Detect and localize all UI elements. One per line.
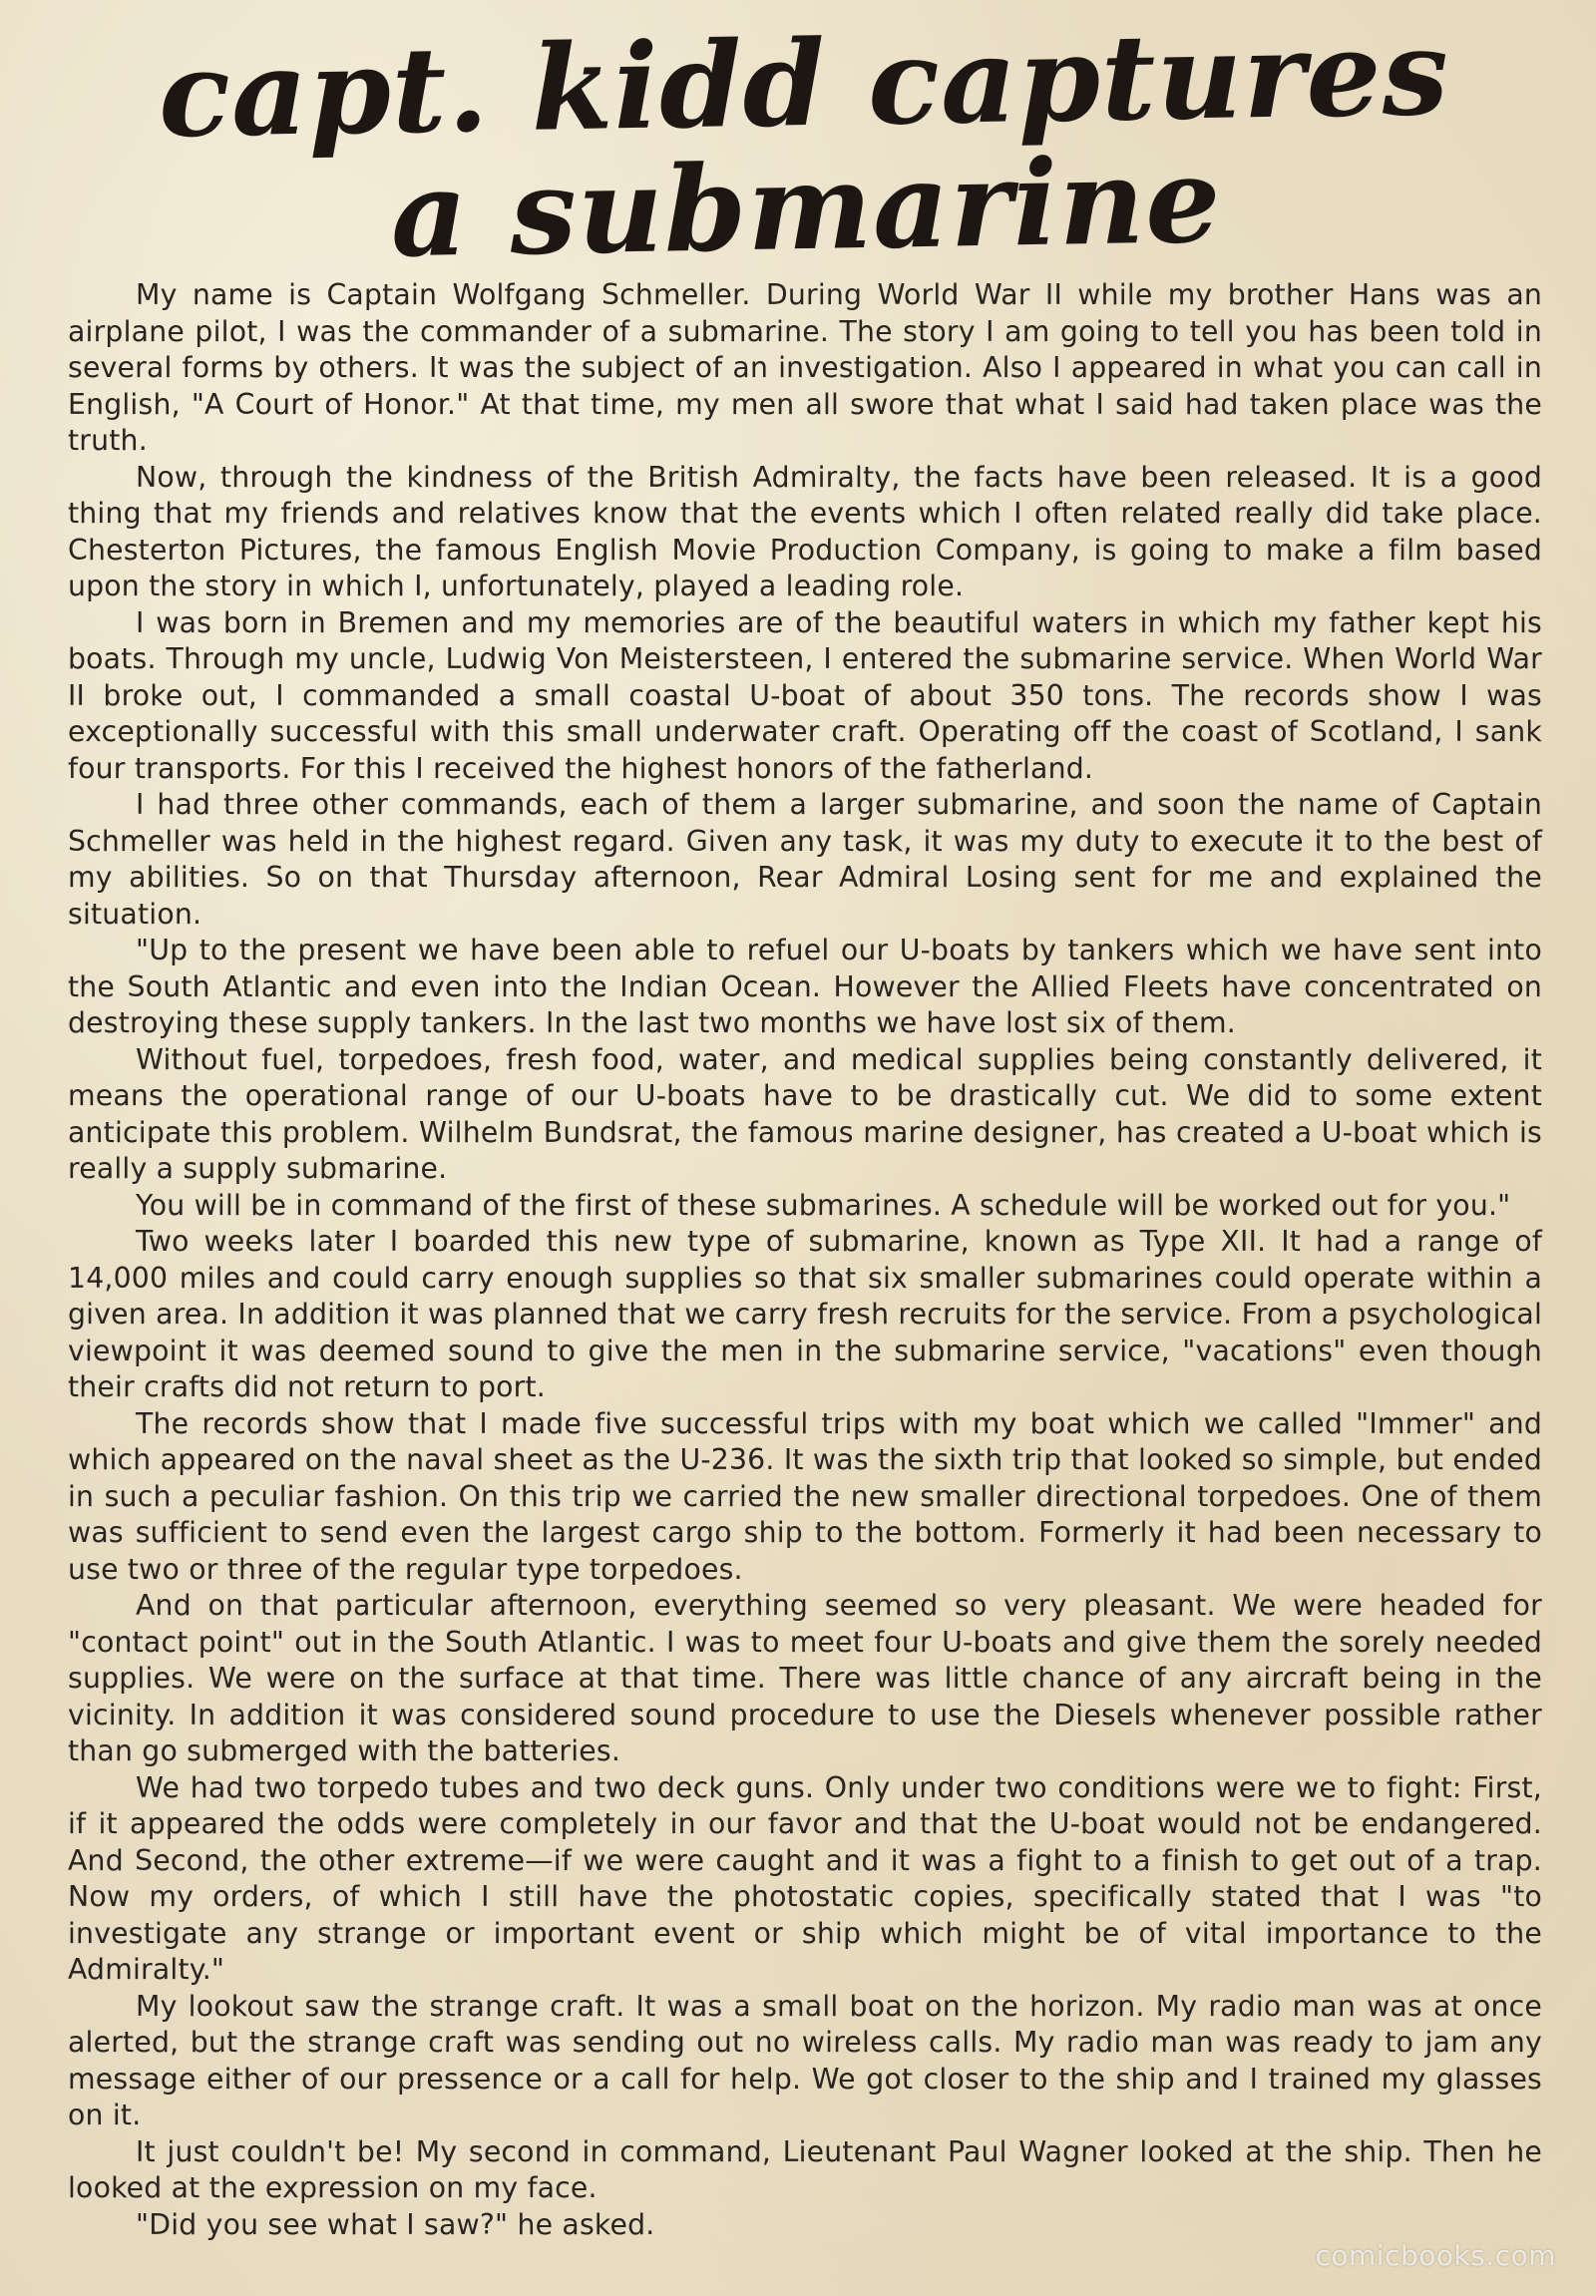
paragraph: It just couldn't be! My second in command, Lieutenant Paul Wagner looked at the ship. Then he looked at the expression on my face. bbox=[68, 2134, 1542, 2204]
paragraph: My lookout saw the strange craft. It was a small boat on the horizon. My radio man was at once alerted, but the strange craft was sending out no wireless calls. My radio man was ready to jam any message either of our pressence or a call for help. We got closer to the ship and I trained my glasses on it. bbox=[68, 1989, 1542, 2131]
story-title bbox=[66, 2, 1544, 284]
story-page bbox=[68, 2, 1543, 2264]
title-line-2: a submarine bbox=[389, 130, 1223, 284]
paragraph: The records show that I made five successful trips with my boat which we called "Immer" and which appeared on the naval sheet as the U-236. It was the sixth trip that looked so simple, but ended in such a peculiar fashion. On this trip we carried the new smaller directional torpedoes. One of them was sufficient to send even the largest cargo ship to the bottom. Formerly it had been necessary to use two or three of the regular type torpedoes. bbox=[68, 1406, 1542, 1586]
paragraph: I was born in Bremen and my memories are of the beautiful waters in which my father kept his boats. Through my uncle, Ludwig Von Meistersteen, I entered the submarine service. When World War II broke out, I commanded a small coastal U-boat of about 350 tons. The records show I was exceptionally successful with this small underwater craft. Operating off the coast of Scotland, I sank four transports. For this I received the highest honors of the fatherland. bbox=[68, 605, 1542, 785]
paragraph: My name is Captain Wolfgang Schmeller. During World War II while my brother Hans was an airplane pilot, I was the commander of a submarine. The story I am going to tell you has been told in several forms by others. It was the subject of an investigation. Also I appeared in what you can call in English, "A Court of Honor." At that time, my men all swore that what I said had taken place was the truth. bbox=[68, 278, 1542, 457]
paragraph: You will be in command of the first of these submarines. A schedule will be worked out for you." bbox=[136, 1188, 1511, 1222]
paragraph: We had two torpedo tubes and two deck guns. Only under two conditions were we to fight: First, if it appeared the odds were completely in our favor and that the U-boat would not be endangered. And Second, the other extreme—if we were caught and it was a fight to a finish to get out of a trap. Now my orders, of which I still have the photostatic copies, specifically stated that I was "to investigate any strange or important event or ship which might be of vital importance to the Admiralty." bbox=[68, 1770, 1542, 1986]
paragraph: Two weeks later I boarded this new type of submarine, known as Type XII. It had a range of 14,000 miles and could carry enough supplies so that six smaller submarines could operate within a given area. In addition it was planned that we carry fresh recruits for the service. From a psychological viewpoint it was deemed sound to give the men in the submarine service, "vacations" even though their crafts did not return to port. bbox=[68, 1225, 1543, 1403]
paragraph: Now, through the kindness of the British Admiralty, the facts have been released. It is a good thing that my friends and relatives know that the events which I often related really did take place. Chesterton Pictures, the famous English Movie Production Company, is going to make a film based upon the story in which I, unfortunately, played a leading role. bbox=[68, 460, 1542, 602]
paragraph: "Up to the present we have been able to refuel our U-boats by tankers which we have sent into the South Atlantic and even into the Indian Ocean. However the Allied Fleets have concentrated on destroying these supply tankers. In the last two months we have lost six of them. bbox=[68, 934, 1542, 1039]
paragraph: Without fuel, torpedoes, fresh food, water, and medical supplies being constantly delivered, it means the operational range of our U-boats have to be drastically cut. We did to some extent anticipate this problem. Wilhelm Bundsrat, the famous marine designer, has created a U-boat which is really a supply submarine. bbox=[68, 1042, 1542, 1185]
title-line-1: capt. kidd captures bbox=[157, 2, 1450, 165]
story-body bbox=[68, 277, 1542, 2243]
paragraph: I had three other commands, each of them a larger submarine, and soon the name of Captain Schmeller was held in the highest regard. Given any task, it was my duty to execute it to the best of my abilities. So on that Thursday afternoon, Rear Admiral Losing sent for me and explained the situation. bbox=[68, 788, 1542, 931]
watermark: comicbooks.com bbox=[1315, 2239, 1556, 2272]
paragraph: And on that particular afternoon, everything seemed so very pleasant. We were headed for "contact point" out in the South Atlantic. I was to meet four U-boats and give them the sorely needed supplies. We were on the surface at that time. There was little chance of any aircraft being in the vicinity. In addition it was considered sound procedure to use the Diesels whenever possible rather than go submerged with the batteries. bbox=[68, 1589, 1542, 1767]
paragraph: "Did you see what I saw?" he asked. bbox=[136, 2207, 655, 2241]
